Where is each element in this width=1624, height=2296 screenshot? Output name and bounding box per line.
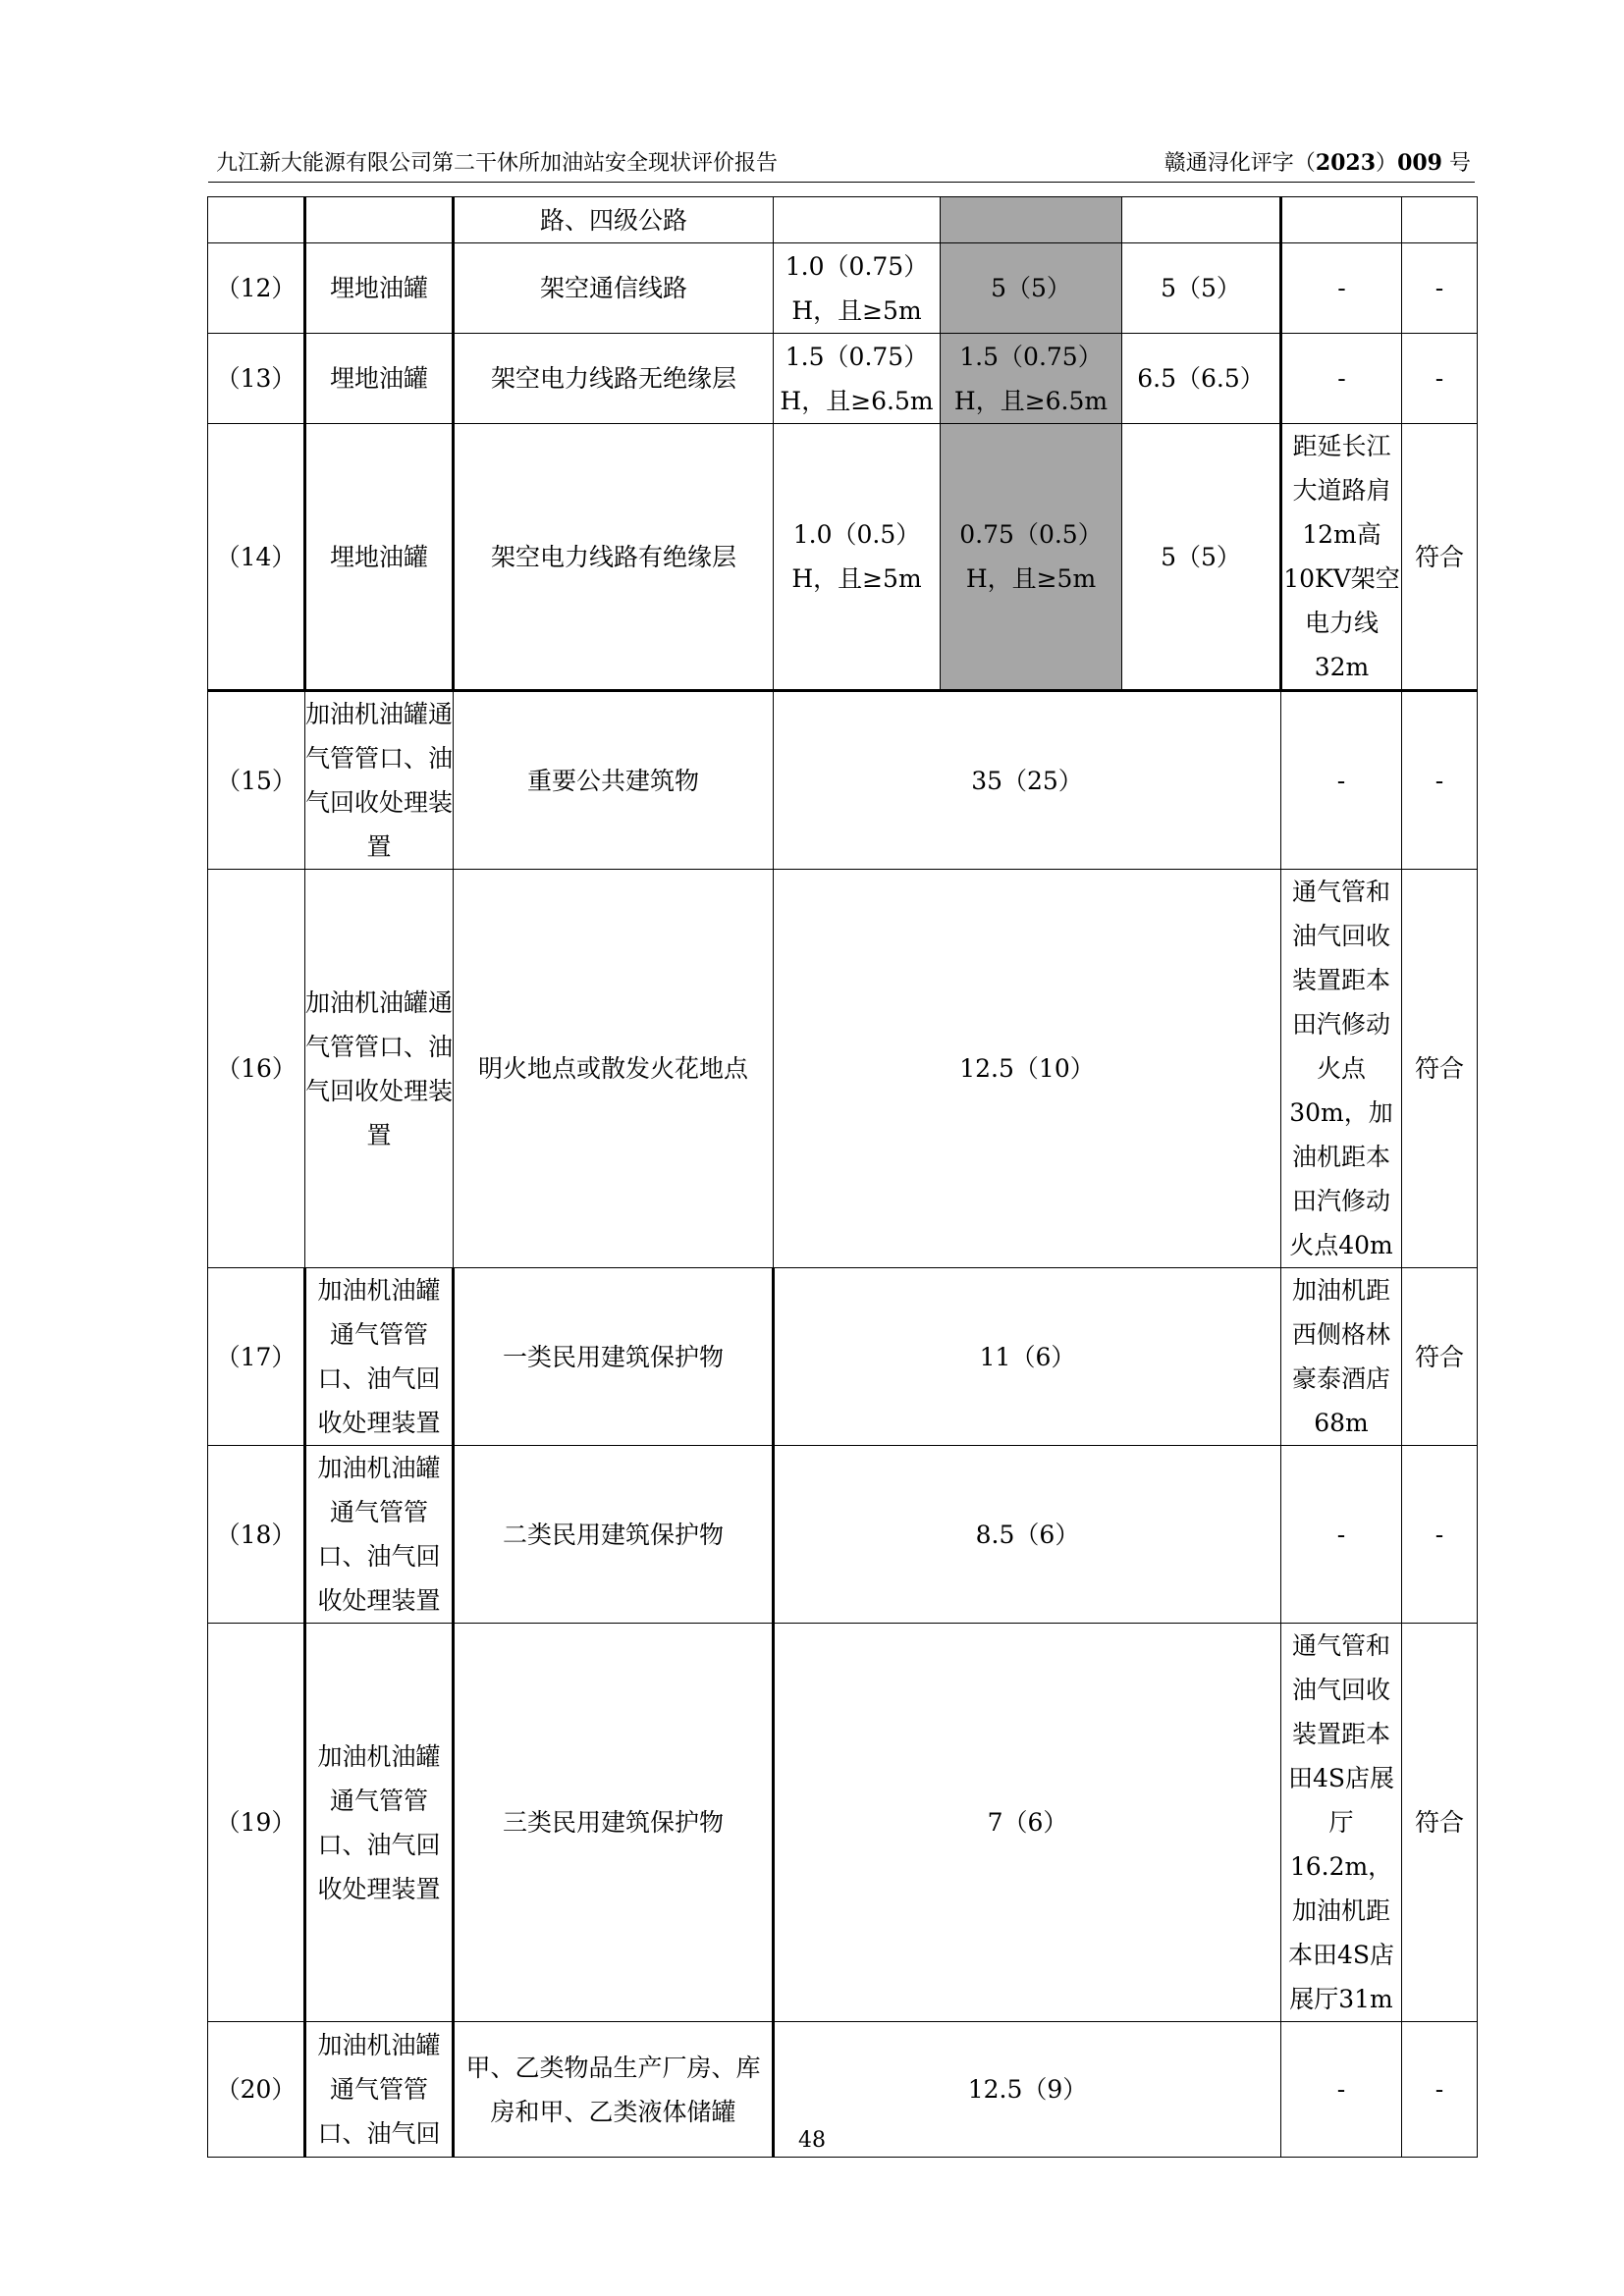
- table-row: [208, 243, 1478, 334]
- facility-cell: 埋地油罐: [305, 243, 454, 334]
- std-cell: 1.5（0.75）H，且≥6.5m: [774, 334, 941, 424]
- row-index: （12）: [208, 243, 305, 334]
- distance-cell: 8.5（6）: [774, 1446, 1281, 1624]
- distance-table: [207, 196, 1478, 2158]
- std-cell: 1.0（0.5）H，且≥5m: [774, 424, 941, 691]
- std-cell: 1.0（0.75）H，且≥5m: [774, 243, 941, 334]
- row-index: （20）: [208, 2022, 305, 2158]
- target-cell: 明火地点或散发火花地点: [454, 870, 774, 1268]
- note-cell: -: [1281, 691, 1402, 870]
- distance-cell: 12.5（10）: [774, 870, 1281, 1268]
- target-cell: 路、四级公路: [454, 197, 774, 243]
- measured-cell: 1.5（0.75）H，且≥6.5m: [941, 334, 1122, 424]
- result-cell: -: [1402, 691, 1478, 870]
- row-index: （19）: [208, 1624, 305, 2022]
- req-cell: [1122, 197, 1281, 243]
- target-cell: 甲、乙类物品生产厂房、库房和甲、乙类液体储罐: [454, 2022, 774, 2158]
- req-cell: 6.5（6.5）: [1122, 334, 1281, 424]
- note-cell: -: [1281, 2022, 1402, 2158]
- distance-cell: 35（25）: [774, 691, 1281, 870]
- measured-cell: 5（5）: [941, 243, 1122, 334]
- facility-cell: 加油机油罐通气管管口、油气回: [305, 2022, 454, 2158]
- note-cell: -: [1281, 334, 1402, 424]
- facility-cell: 加油机油罐通气管管口、油气回收处理装置: [305, 1446, 454, 1624]
- page-header: [208, 140, 1475, 183]
- row-index: （16）: [208, 870, 305, 1268]
- result-cell: 符合: [1402, 1624, 1478, 2022]
- distance-cell: 7（6）: [774, 1624, 1281, 2022]
- note-cell: 通气管和油气回收装置距本田汽修动火点30m，加油机距本田汽修动火点40m: [1281, 870, 1402, 1268]
- table-row: [208, 691, 1478, 870]
- table-row: [208, 197, 1478, 243]
- page-number: 48: [798, 2128, 826, 2153]
- note-cell: 通气管和油气回收装置距本田4S店展厅16.2m，加油机距本田4S店展厅31m: [1281, 1624, 1402, 2022]
- row-index: [208, 197, 305, 243]
- target-cell: 重要公共建筑物: [454, 691, 774, 870]
- target-cell: 架空电力线路无绝缘层: [454, 334, 774, 424]
- row-index: （13）: [208, 334, 305, 424]
- facility-cell: 加油机油罐通气管管口、油气回收处理装置: [305, 870, 454, 1268]
- result-cell: -: [1402, 334, 1478, 424]
- table-row: [208, 424, 1478, 691]
- table-row: [208, 1446, 1478, 1624]
- measured-cell: [941, 197, 1122, 243]
- note-cell: 距延长江大道路肩12m高10KV架空电力线32m: [1281, 424, 1402, 691]
- facility-cell: 加油机油罐通气管管口、油气回收处理装置: [305, 691, 454, 870]
- result-cell: 符合: [1402, 870, 1478, 1268]
- note-cell: 加油机距西侧格林豪泰酒店68m: [1281, 1268, 1402, 1446]
- req-cell: 5（5）: [1122, 243, 1281, 334]
- table-row: [208, 334, 1478, 424]
- table-row: [208, 870, 1478, 1268]
- table-row: [208, 1624, 1478, 2022]
- result-cell: 符合: [1402, 1268, 1478, 1446]
- note-cell: -: [1281, 243, 1402, 334]
- measured-cell: 0.75（0.5）H，且≥5m: [941, 424, 1122, 691]
- req-cell: 5（5）: [1122, 424, 1281, 691]
- table-row: [208, 1268, 1478, 1446]
- report-number: 赣通浔化评字（2023）009 号: [1164, 150, 1471, 176]
- result-cell: [1402, 197, 1478, 243]
- facility-cell: 加油机油罐通气管管口、油气回收处理装置: [305, 1624, 454, 2022]
- row-index: （14）: [208, 424, 305, 691]
- target-cell: 架空通信线路: [454, 243, 774, 334]
- target-cell: 一类民用建筑保护物: [454, 1268, 774, 1446]
- result-cell: -: [1402, 2022, 1478, 2158]
- result-cell: -: [1402, 1446, 1478, 1624]
- row-index: （15）: [208, 691, 305, 870]
- target-cell: 架空电力线路有绝缘层: [454, 424, 774, 691]
- result-cell: -: [1402, 243, 1478, 334]
- target-cell: 二类民用建筑保护物: [454, 1446, 774, 1624]
- std-cell: [774, 197, 941, 243]
- target-cell: 三类民用建筑保护物: [454, 1624, 774, 2022]
- row-index: （18）: [208, 1446, 305, 1624]
- facility-cell: 埋地油罐: [305, 424, 454, 691]
- facility-cell: [305, 197, 454, 243]
- facility-cell: 加油机油罐通气管管口、油气回收处理装置: [305, 1268, 454, 1446]
- distance-cell: 12.5（9）: [774, 2022, 1281, 2158]
- note-cell: [1281, 197, 1402, 243]
- report-title: 九江新大能源有限公司第二干休所加油站安全现状评价报告: [216, 151, 779, 176]
- distance-cell: 11（6）: [774, 1268, 1281, 1446]
- result-cell: 符合: [1402, 424, 1478, 691]
- note-cell: -: [1281, 1446, 1402, 1624]
- facility-cell: 埋地油罐: [305, 334, 454, 424]
- row-index: （17）: [208, 1268, 305, 1446]
